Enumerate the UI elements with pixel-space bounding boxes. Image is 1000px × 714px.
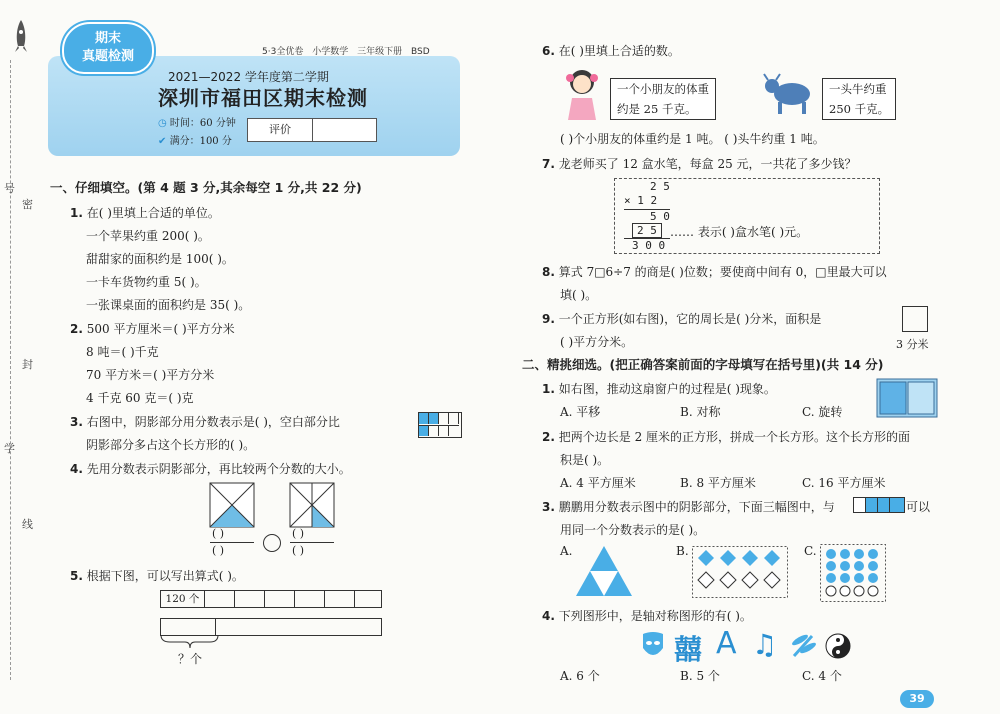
badge-line2: 真题检测 [81,49,134,64]
time-text: 时间：60 分钟 [169,118,236,129]
question-number: 4. [70,462,83,476]
compare-circle [263,534,281,552]
badge-line1: 期末 [94,31,121,46]
dot-grid-figure [820,544,886,602]
clock-icon: ◷ [158,118,167,129]
question-text: 先用分数表示阴影部分，再比较两个分数的大小。 [86,462,351,476]
cow-icon [760,70,816,116]
calc-line: 2 5 [650,180,670,193]
blank: ( ) [212,544,225,557]
fill-line: 甜甜家的面积约是 100( )。 [86,252,234,266]
question-number: 9. [542,312,555,326]
fill-line: 一卡车货物约重 5( )。 [86,275,207,289]
question-text: 鹏鹏用分数表示图中的阴影部分，下面三幅图中，与 [558,500,835,514]
check-icon: ✔ [158,136,167,147]
brace-label: ？个 [178,652,203,666]
question-text: 可以 [906,500,931,514]
question-number: 6. [542,44,555,58]
exam-time [158,114,236,129]
question-1 [70,204,220,221]
fraction-bar [290,542,334,543]
question-s2-3 [542,498,835,515]
music-note-symbol: ♫ [752,628,778,661]
question-s2-1 [542,380,776,397]
section-2-heading: 二、精挑细选。(把正确答案前面的字母填写在括号里)(共 14 分) [522,357,884,372]
square-label: 3 分米 [896,338,929,351]
dragonfly-icon [788,630,818,660]
series-item: BSD [410,47,430,57]
letter-a-symbol: A [716,626,737,661]
option-a: A. 4 平方厘米 [560,476,636,490]
fill-line: 4 千克 60 克＝( )克 [86,391,194,405]
question-text: 阴影部分多占这个长方形的( )。 [86,438,256,452]
option-b: B. [676,544,689,558]
bar-label: 120 个 [161,591,205,607]
question-number: 2. [70,322,83,336]
rocket-icon [14,20,28,54]
question-text: 在( )里填上合适的单位。 [86,206,220,220]
fraction-figure-right [289,482,335,528]
opera-mask-icon [640,630,666,662]
evaluation-box [247,118,377,142]
question-text: ( )平方分米。 [560,335,634,349]
question-text: 积是( )。 [560,453,610,467]
bar-model-top [160,590,382,608]
series-line [262,44,436,57]
series-item: 三年级下册 [357,47,403,57]
question-3 [70,413,340,430]
speech-bubble-cow [822,78,896,120]
question-number: 3. [542,500,555,514]
question-number: 4. [542,609,555,623]
question-5 [70,567,244,584]
option-c: C. 4 个 [802,669,842,683]
option-a: A. 平移 [560,405,601,419]
question-number: 1. [70,206,83,220]
question-text: 用同一个分数表示的是( )。 [560,523,706,537]
question-7 [542,155,857,172]
bubble-text: 250 千克。 [829,102,890,116]
reference-bar [853,497,905,513]
series-item: 小学数学 [312,47,349,57]
question-text: 下列图形中，是轴对称图形的有( )。 [558,609,752,623]
fraction-bar [210,542,254,543]
question-9 [542,310,821,327]
fill-line: 一张课桌面的面积约是 35( )。 [86,298,251,312]
question-number: 7. [542,157,555,171]
yin-yang-icon [824,632,852,660]
question-s2-2 [542,428,910,445]
question-text: 在( )里填上合适的数。 [558,44,680,58]
blank: ( ) [292,544,305,557]
question-text: 根据下图，可以写出算式( )。 [86,569,244,583]
exam-badge [62,22,154,74]
exam-score [158,132,232,147]
cut-line [10,60,11,680]
blank: ( ) [212,527,225,540]
question-text: 一个正方形(如右图)，它的周长是( )分米，面积是 [558,312,822,326]
page-number: 39 [900,690,934,708]
bubble-text: 一个小朋友的体重 [617,82,709,96]
question-number: 8. [542,265,555,279]
question-number: 1. [542,382,555,396]
question-text: 如右图，推动这扇窗户的过程是( )现象。 [558,382,776,396]
question-text: …… 表示( )盒水笔( )元。 [670,225,809,239]
question-number: 2. [542,430,555,444]
diamond-figure [692,546,788,598]
fill-line: 70 平方米＝( )平方分米 [86,368,215,382]
question-8 [542,263,887,280]
calc-line: 5 0 [650,210,670,223]
option-c: C. [804,544,817,558]
binding-label: 封 [22,358,33,371]
question-text: 龙老师买了 12 盒水笔，每盒 25 元，一共花了多少钱？ [558,157,857,171]
section-1-heading: 一、仔细填空。(第 4 题 3 分,其余每空 1 分,共 22 分) [50,180,362,195]
fill-line: 8 吨＝( )千克 [86,345,159,359]
binding-label: 密 [22,198,33,211]
calc-line: 3 0 0 [632,239,666,252]
binding-label: 学 [4,442,15,455]
question-text: 算式 7□6÷7 的商是( )位数；要使商中间有 0，□里最大可以 [558,265,887,279]
exam-title: 深圳市福田区期末检测 [158,86,368,110]
option-a: A. 6 个 [560,669,600,683]
option-b: B. 8 平方厘米 [680,476,756,490]
option-c: C. 16 平方厘米 [802,476,886,490]
question-text: 填( )。 [560,288,598,302]
calc-line: × 1 2 [624,194,658,207]
girl-icon [560,64,604,122]
question-number: 5. [70,569,83,583]
option-b: B. 5 个 [680,669,720,683]
binding-label: 号 [4,182,15,195]
window-icon [876,378,938,418]
fill-line: 一个苹果约重 200( )。 [86,229,210,243]
triangle-figure [574,544,634,598]
option-b: B. 对称 [680,405,721,419]
question-6 [542,42,680,59]
binding-label: 线 [22,518,33,531]
speech-bubble-girl [610,78,716,120]
double-happiness-symbol: 囍 [674,633,703,666]
calc-line-highlight: 2 5 [632,223,662,238]
option-a: A. [560,544,573,558]
exam-subtitle: 2021—2022 学年度第二学期 [168,70,329,84]
rectangle-figure [418,412,462,438]
fill-line: 500 平方厘米＝( )平方分米 [86,322,235,336]
question-2 [70,320,235,337]
question-number: 3. [70,415,83,429]
binding-margin [0,0,40,714]
brace-mark [160,634,220,650]
square-figure [902,306,928,332]
question-text: 右图中，阴影部分用分数表示是( )，空白部分比 [86,415,340,429]
series-item: 5·3全优卷 [262,47,304,57]
fill-line: ( )个小朋友的体重约是 1 吨。 ( )头牛约重 1 吨。 [560,132,825,146]
evaluation-label: 评价 [248,119,313,141]
score-text: 满分：100 分 [169,136,232,147]
option-c: C. 旋转 [802,405,843,419]
question-s2-4 [542,607,752,624]
blank: ( ) [292,527,305,540]
question-4 [70,460,351,477]
bubble-text: 约是 25 千克。 [617,102,697,116]
question-text: 把两个边长是 2 厘米的正方形，拼成一个长方形。这个长方形的面 [558,430,911,444]
bubble-text: 一头牛约重 [829,82,887,96]
fraction-figure-left [209,482,255,528]
